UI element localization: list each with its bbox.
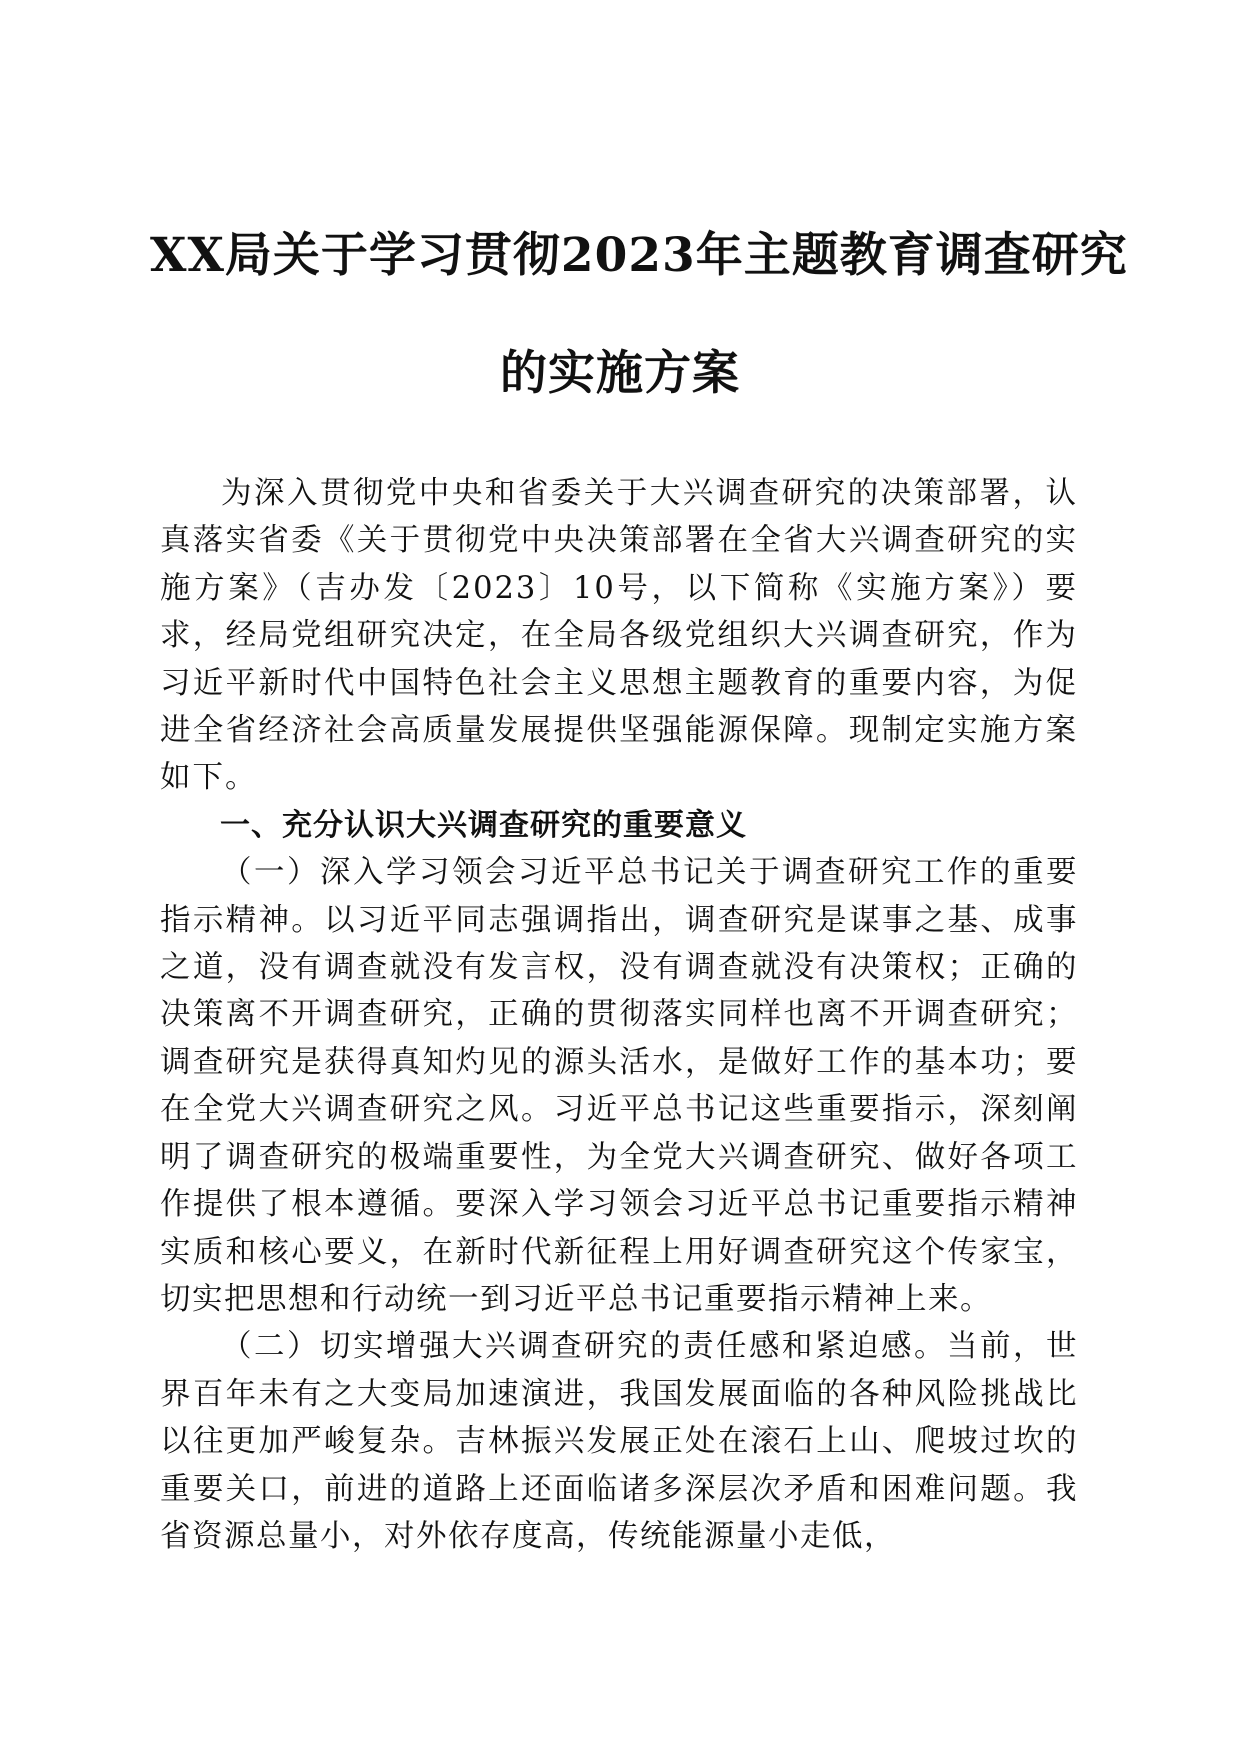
section-1-paragraph-2: （二）切实增强大兴调查研究的责任感和紧迫感。当前，世界百年未有之大变局加速演进，我国发展面临的各种风险挑战比以往更加严峻复杂。吉林振兴发展正处在滚石上山、爬坡过坎的重要关口，前进的道路上还面临诸多深层次矛盾和困难问题。我省资源总量小，对外依存度高，传统能源量小走低， — [160, 1329, 1078, 1554]
document-title-line-1: XX局关于学习贯彻2023年主题教育调查研究 — [150, 228, 1128, 283]
intro-paragraph: 为深入贯彻党中央和省委关于大兴调查研究的决策部署，认真落实省委《关于贯彻党中央决策部署在全省大兴调查研究的实施方案》（吉办发〔2023〕10号，以下简称《实施方案》）要求，经局党组研究决定，在全局各级党组织大兴调查研究，作为习近平新时代中国特色社会主义思想主题教育的重要内容，为促进全省经济社会高质量发展提供坚强能源保障。现制定实施方案如下。 — [160, 476, 1078, 796]
document-body — [160, 470, 1078, 1560]
section-1-paragraph-1: （一）深入学习领会习近平总书记关于调查研究工作的重要指示精神。以习近平同志强调指出，调查研究是谋事之基、成事之道，没有调查就没有发言权，没有调查就没有决策权；正确的决策离不开调查研究，正确的贯彻落实同样也离不开调查研究；调查研究是获得真知灼见的源头活水，是做好工作的基本功；要在全党大兴调查研究之风。习近平总书记这些重要指示，深刻阐明了调查研究的极端重要性，为全党大兴调查研究、做好各项工作提供了根本遵循。要深入学习领会习近平总书记重要指示精神实质和核心要义，在新时代新征程上用好调查研究这个传家宝，切实把思想和行动统一到习近平总书记重要指示精神上来。 — [160, 855, 1078, 1317]
section-1-heading: 一、充分认识大兴调查研究的重要意义 — [220, 807, 747, 843]
document-title-line-2: 的实施方案 — [500, 346, 740, 401]
